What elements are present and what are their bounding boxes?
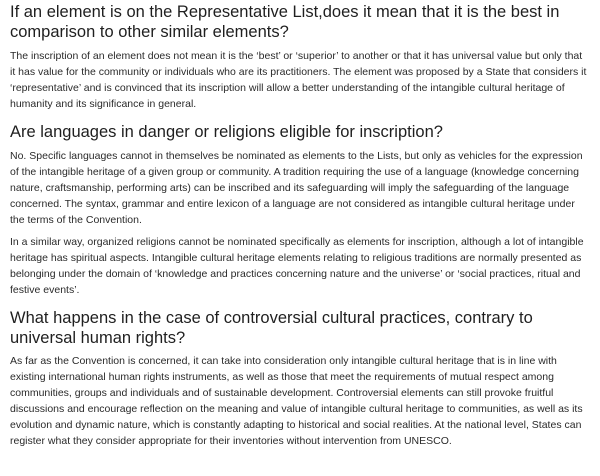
question-heading: If an element is on the Representative List,does it mean that it is the best in comparison to other similar elements? [10,3,560,41]
answer-paragraph: No. Specific languages cannot in themselves be nominated as elements to the Lists, but only as vehicles for the expression of the intangible heritage of a given group or community. A tradition requiring the use of a language (knowledge concerning nature, craftsmanship, performing arts) can be inscribed and its safeguarding will imply the safeguarding of the language concerned. The syntax, grammar and entire lexicon of a language are not considered as intangible cultural heritage under the terms of the Convention. [10,150,583,226]
question-heading: What happens in the case of controversial cultural practices, contrary to universal human rights? [10,309,533,347]
faq-section-languages-religions [10,122,590,298]
answer-paragraph: In a similar way, organized religions cannot be nominated specifically as elements for inscription, although a lot of intangible heritage has spiritual aspects. Intangible cultural heritage elements relating to religious traditions are normally presented as belonging under the domain of ‘knowledge and practices concerning nature and the universe’ or ‘social practices, ritual and festive events’. [10,236,584,296]
faq-section-controversial-practices [10,308,590,449]
answer-paragraph: The inscription of an element does not mean it is the ‘best’ or ‘superior’ to another or that it has universal value but only that it has value for the community or individuals who are its practitioners. The element was proposed by a State that considers it ‘representative’ and is convinced that its inscription will allow a better understanding of the intangible cultural heritage of humanity and its significance in general. [10,50,587,110]
faq-section-representative-list [10,2,590,112]
question-heading: Are languages in danger or religions eligible for inscription? [10,123,443,141]
answer-paragraph: As far as the Convention is concerned, it can take into consideration only intangible cultural heritage that is in line with existing international human rights instruments, as well as those that meet the requirements of mutual respect among communities, groups and individuals and of sustainable development. Controversial elements can still provoke fruitful discussions and encourage reflection on the meaning and value of intangible cultural heritage to communities, as well as its evolution and dynamic nature, which is constantly adapting to historical and social realities. At the national level, States can register what they consider appropriate for their inventories without intervention from UNESCO. [10,355,583,447]
